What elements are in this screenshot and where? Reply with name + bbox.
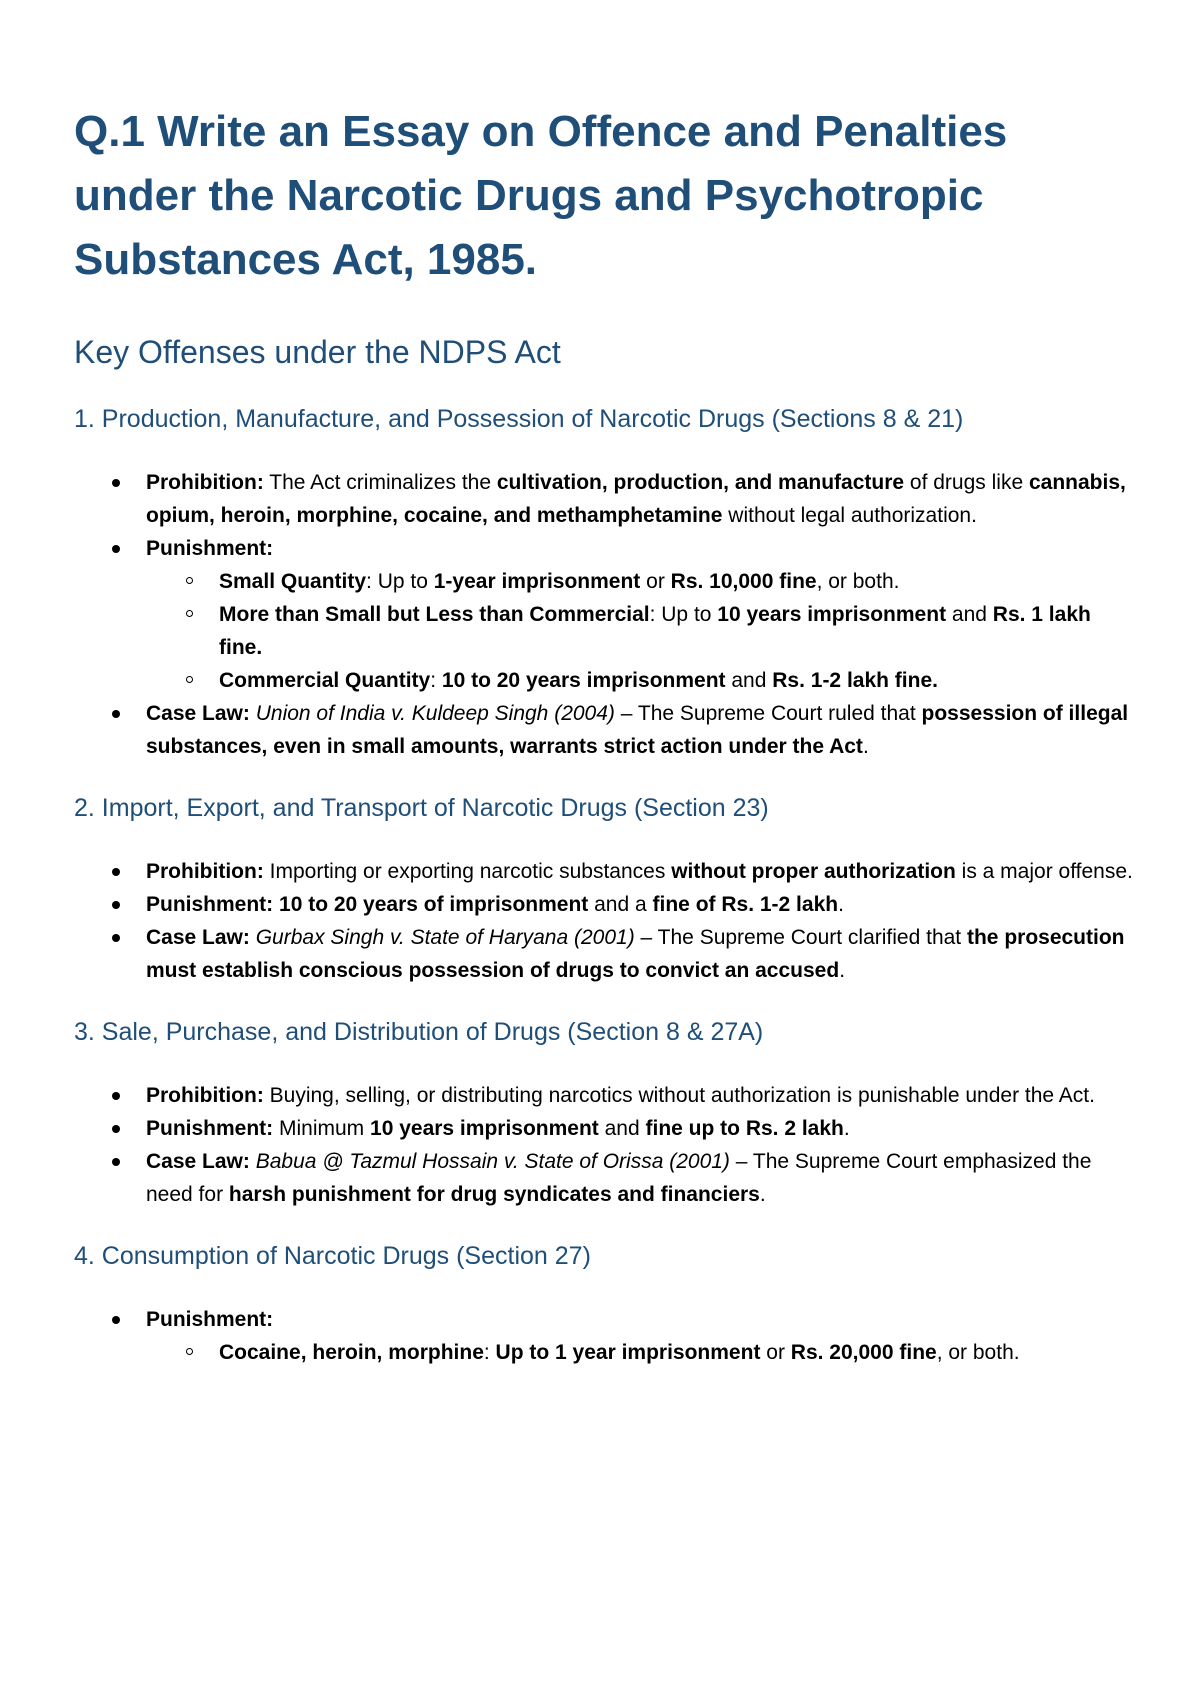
bullet-icon (112, 901, 120, 909)
section-3-list (74, 1079, 1134, 1211)
list-item-case-law: Case Law: Gurbax Singh v. State of Haryana (2001) – The Supreme Court clarified that the prosecution must establish conscious possession of drugs to convict an accused. (74, 921, 1134, 987)
sublist-item: More than Small but Less than Commercial: Up to 10 years imprisonment and Rs. 1 lakh fine. (146, 598, 1134, 664)
sublist-item: Cocaine, heroin, morphine: Up to 1 year imprisonment or Rs. 20,000 fine, or both. (146, 1336, 1134, 1369)
section-4-list (74, 1303, 1134, 1369)
list-item-punishment: Punishment: 10 to 20 years of imprisonment and a fine of Rs. 1-2 lakh. (74, 888, 1134, 921)
section-2 (74, 791, 1134, 987)
section-heading-key-offenses: Key Offenses under the NDPS Act (74, 334, 561, 370)
list-item-case-law: Case Law: Union of India v. Kuldeep Singh (2004) – The Supreme Court ruled that possession of illegal substances, even in small amounts, warrants strict action under the Act. (74, 697, 1134, 763)
list-item-punishment: Punishment: Small Quantity: Up to 1-year imprisonment or Rs. 10,000 fine, or both. More than Small but Less than Commercial: Up to 10 years imprisonment and Rs. 1 lakh fine. Commercial Quantity: 10 to 20 years imprisonment and Rs. 1-2 lakh fine. (74, 532, 1134, 697)
circle-bullet-icon (186, 676, 193, 683)
section-1 (74, 402, 1134, 763)
punishment-sublist (146, 1336, 1134, 1369)
bullet-icon (112, 710, 120, 718)
list-item-prohibition: Prohibition: Buying, selling, or distributing narcotics without authorization is punishable under the Act. (74, 1079, 1134, 1112)
section-1-heading: 1. Production, Manufacture, and Possession of Narcotic Drugs (Sections 8 & 21) (74, 405, 964, 433)
list-item-case-law: Case Law: Babua @ Tazmul Hossain v. State of Orissa (2001) – The Supreme Court emphasized the need for harsh punishment for drug syndicates and financiers. (74, 1145, 1134, 1211)
document-title: Q.1 Write an Essay on Offence and Penalties under the Narcotic Drugs and Psychotropic Substances Act, 1985. (74, 107, 1008, 284)
punishment-sublist (146, 565, 1134, 697)
bullet-icon (112, 479, 120, 487)
section-3-heading: 3. Sale, Purchase, and Distribution of Drugs (Section 8 & 27A) (74, 1018, 764, 1046)
list-item-punishment: Punishment: Cocaine, heroin, morphine: Up to 1 year imprisonment or Rs. 20,000 fine, or both. (74, 1303, 1134, 1369)
bullet-icon (112, 1316, 120, 1324)
section-2-heading: 2. Import, Export, and Transport of Narcotic Drugs (Section 23) (74, 794, 769, 822)
list-item-prohibition: Prohibition: The Act criminalizes the cultivation, production, and manufacture of drugs like cannabis, opium, heroin, morphine, cocaine, and methamphetamine without legal authorization. (74, 466, 1134, 532)
bullet-icon (112, 1125, 120, 1133)
section-4-heading: 4. Consumption of Narcotic Drugs (Section 27) (74, 1242, 591, 1270)
bullet-icon (112, 1158, 120, 1166)
section-4 (74, 1239, 1134, 1369)
bullet-icon (112, 868, 120, 876)
bullet-icon (112, 1092, 120, 1100)
sublist-item: Small Quantity: Up to 1-year imprisonment or Rs. 10,000 fine, or both. (146, 565, 1134, 598)
list-item-prohibition: Prohibition: Importing or exporting narcotic substances without proper authorization is a major offense. (74, 855, 1134, 888)
circle-bullet-icon (186, 610, 193, 617)
bullet-icon (112, 934, 120, 942)
section-2-list (74, 855, 1134, 987)
circle-bullet-icon (186, 577, 193, 584)
section-1-list (74, 466, 1134, 763)
document-page (74, 100, 1134, 1397)
section-3 (74, 1015, 1134, 1211)
list-item-punishment: Punishment: Minimum 10 years imprisonment and fine up to Rs. 2 lakh. (74, 1112, 1134, 1145)
bullet-icon (112, 545, 120, 553)
circle-bullet-icon (186, 1348, 193, 1355)
sublist-item: Commercial Quantity: 10 to 20 years imprisonment and Rs. 1-2 lakh fine. (146, 664, 1134, 697)
